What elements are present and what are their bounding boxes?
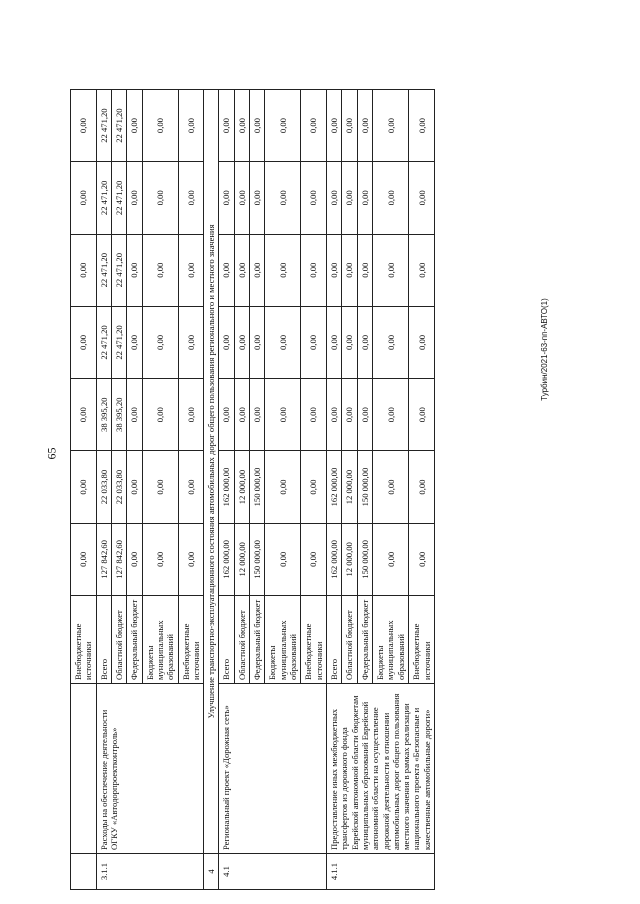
- value-cell: 0,00: [127, 234, 142, 306]
- value-cell: 0,00: [373, 451, 409, 523]
- value-cell: 0,00: [219, 162, 234, 234]
- value-cell: 0,00: [409, 89, 435, 161]
- value-cell: 0,00: [409, 162, 435, 234]
- value-cell: 0,00: [234, 306, 249, 378]
- value-cell: 162 000,00: [219, 523, 234, 595]
- value-cell: 0,00: [326, 162, 341, 234]
- value-cell: 0,00: [301, 523, 327, 595]
- value-cell: 0,00: [342, 306, 357, 378]
- value-cell: 0,00: [178, 89, 204, 161]
- section-code: 4: [204, 854, 219, 890]
- value-cell: 0,00: [265, 379, 301, 451]
- value-cell: 12 000,00: [342, 451, 357, 523]
- value-cell: 0,00: [234, 234, 249, 306]
- value-cell: 0,00: [326, 89, 341, 161]
- value-cell: 0,00: [357, 234, 372, 306]
- value-cell: 0,00: [127, 523, 142, 595]
- value-cell: 22 471,20: [111, 89, 126, 161]
- table-row: [326, 89, 341, 889]
- value-cell: 0,00: [178, 234, 204, 306]
- value-cell: 150 000,00: [250, 451, 265, 523]
- value-cell: 0,00: [71, 451, 97, 523]
- value-cell: 0,00: [301, 451, 327, 523]
- value-cell: 0,00: [301, 306, 327, 378]
- row-code: 3.1.1: [96, 854, 204, 890]
- value-cell: 127 842,60: [111, 523, 126, 595]
- value-cell: 0,00: [250, 89, 265, 161]
- value-cell: 0,00: [142, 162, 178, 234]
- value-cell: 22 471,20: [96, 89, 111, 161]
- page-number: 65: [44, 447, 59, 460]
- value-cell: 0,00: [178, 379, 204, 451]
- document-footer-id: Турбин/2021-63-пп-АВТО(1): [540, 298, 550, 401]
- value-cell: 0,00: [342, 379, 357, 451]
- funding-source: Областной бюджет: [234, 596, 249, 684]
- value-cell: 0,00: [127, 379, 142, 451]
- value-cell: 0,00: [142, 234, 178, 306]
- section-row: [204, 89, 219, 889]
- table-row: [71, 89, 97, 889]
- value-cell: 0,00: [127, 89, 142, 161]
- value-cell: 38 395,20: [96, 379, 111, 451]
- row-name: Расходы на обеспечение деятельности ОГКУ «Автодорпроектконтроль»: [96, 684, 204, 854]
- funding-source: Внебюджетные источники: [71, 596, 97, 684]
- value-cell: 0,00: [301, 234, 327, 306]
- value-cell: 0,00: [142, 523, 178, 595]
- value-cell: 22 471,20: [111, 162, 126, 234]
- value-cell: 150 000,00: [357, 451, 372, 523]
- table-row: [219, 89, 234, 889]
- funding-source: Бюджеты муниципальных образований: [373, 596, 409, 684]
- value-cell: 0,00: [178, 306, 204, 378]
- value-cell: 0,00: [142, 451, 178, 523]
- value-cell: 0,00: [409, 451, 435, 523]
- value-cell: 0,00: [250, 162, 265, 234]
- funding-source: Областной бюджет: [342, 596, 357, 684]
- funding-source: Областной бюджет: [111, 596, 126, 684]
- funding-source: Федеральный бюджет: [127, 596, 142, 684]
- value-cell: 22 033,80: [111, 451, 126, 523]
- value-cell: 0,00: [219, 306, 234, 378]
- value-cell: 0,00: [373, 89, 409, 161]
- value-cell: 0,00: [71, 89, 97, 161]
- value-cell: 0,00: [301, 89, 327, 161]
- value-cell: 0,00: [326, 234, 341, 306]
- value-cell: 0,00: [250, 234, 265, 306]
- table-row: [96, 89, 111, 889]
- funding-source: Бюджеты муниципальных образований: [142, 596, 178, 684]
- table-section: [204, 89, 219, 889]
- value-cell: 38 395,20: [111, 379, 126, 451]
- funding-source: Федеральный бюджет: [250, 596, 265, 684]
- value-cell: 162 000,00: [219, 451, 234, 523]
- value-cell: 162 000,00: [326, 451, 341, 523]
- value-cell: 0,00: [357, 162, 372, 234]
- value-cell: 0,00: [265, 162, 301, 234]
- value-cell: 0,00: [142, 89, 178, 161]
- value-cell: 162 000,00: [326, 523, 341, 595]
- value-cell: 0,00: [342, 234, 357, 306]
- value-cell: 0,00: [142, 306, 178, 378]
- value-cell: 22 471,20: [96, 162, 111, 234]
- row-name: [71, 684, 97, 854]
- funding-source: Внебюджетные источники: [409, 596, 435, 684]
- value-cell: 0,00: [178, 451, 204, 523]
- table-body-bottom: [219, 89, 435, 889]
- value-cell: 127 842,60: [96, 523, 111, 595]
- value-cell: 0,00: [265, 451, 301, 523]
- funding-source: Всего: [326, 596, 341, 684]
- table-body-top: [71, 89, 204, 889]
- value-cell: 0,00: [178, 523, 204, 595]
- funding-source: Бюджеты муниципальных образований: [265, 596, 301, 684]
- value-cell: 12 000,00: [234, 523, 249, 595]
- budget-table: [70, 89, 435, 890]
- value-cell: 0,00: [301, 379, 327, 451]
- value-cell: 0,00: [373, 162, 409, 234]
- funding-source: Федеральный бюджет: [357, 596, 372, 684]
- value-cell: 0,00: [342, 89, 357, 161]
- value-cell: 0,00: [357, 306, 372, 378]
- value-cell: 0,00: [357, 89, 372, 161]
- value-cell: 0,00: [234, 89, 249, 161]
- value-cell: 0,00: [326, 306, 341, 378]
- value-cell: 0,00: [373, 306, 409, 378]
- value-cell: 0,00: [409, 306, 435, 378]
- value-cell: 0,00: [265, 306, 301, 378]
- value-cell: 0,00: [250, 379, 265, 451]
- funding-source: Всего: [96, 596, 111, 684]
- value-cell: 0,00: [326, 379, 341, 451]
- value-cell: 0,00: [357, 379, 372, 451]
- value-cell: 0,00: [234, 162, 249, 234]
- value-cell: 22 471,20: [111, 306, 126, 378]
- value-cell: 0,00: [250, 306, 265, 378]
- funding-source: Внебюджетные источники: [178, 596, 204, 684]
- value-cell: 0,00: [142, 379, 178, 451]
- value-cell: 150 000,00: [357, 523, 372, 595]
- value-cell: 22 471,20: [96, 306, 111, 378]
- funding-source: Всего: [219, 596, 234, 684]
- value-cell: 12 000,00: [234, 451, 249, 523]
- value-cell: 0,00: [373, 523, 409, 595]
- value-cell: 0,00: [71, 234, 97, 306]
- value-cell: 12 000,00: [342, 523, 357, 595]
- value-cell: 150 000,00: [250, 523, 265, 595]
- value-cell: 0,00: [71, 162, 97, 234]
- value-cell: 0,00: [178, 162, 204, 234]
- value-cell: 22 471,20: [111, 234, 126, 306]
- value-cell: 0,00: [234, 379, 249, 451]
- funding-source: Внебюджетные источники: [301, 596, 327, 684]
- row-code: 4.1.1: [326, 854, 434, 890]
- value-cell: 0,00: [127, 306, 142, 378]
- value-cell: 0,00: [71, 523, 97, 595]
- value-cell: 0,00: [265, 523, 301, 595]
- value-cell: 0,00: [127, 451, 142, 523]
- value-cell: 0,00: [342, 162, 357, 234]
- row-name: Предоставление иных межбюджетных трансфертов из дорожного фонда Еврейской автономной области бюджетам муниципальных образований Еврейской автономной области на осуществление дорожной деятельности в отношении автомобильных дорог общего пользования местного значения в рамках реализации национального проекта «Безопасные и качественные автомобильные дороги»: [326, 684, 434, 854]
- value-cell: 0,00: [373, 234, 409, 306]
- value-cell: 22 033,80: [96, 451, 111, 523]
- value-cell: 0,00: [373, 379, 409, 451]
- value-cell: 0,00: [265, 89, 301, 161]
- rotated-table-container: [70, 90, 570, 890]
- row-code: [71, 854, 97, 890]
- row-code: 4.1: [219, 854, 327, 890]
- value-cell: 0,00: [127, 162, 142, 234]
- value-cell: 0,00: [409, 379, 435, 451]
- value-cell: 0,00: [71, 379, 97, 451]
- section-title: Улучшение транспортно-эксплуатационного состояния автомобильных дорог общего пользования регионального и местного значения: [204, 89, 219, 853]
- value-cell: 0,00: [265, 234, 301, 306]
- value-cell: 0,00: [219, 379, 234, 451]
- value-cell: 22 471,20: [96, 234, 111, 306]
- row-name: Региональный проект «Дорожная сеть»: [219, 684, 327, 854]
- value-cell: 0,00: [409, 523, 435, 595]
- value-cell: 0,00: [409, 234, 435, 306]
- value-cell: 0,00: [219, 234, 234, 306]
- value-cell: 0,00: [301, 162, 327, 234]
- value-cell: 0,00: [219, 89, 234, 161]
- value-cell: 0,00: [71, 306, 97, 378]
